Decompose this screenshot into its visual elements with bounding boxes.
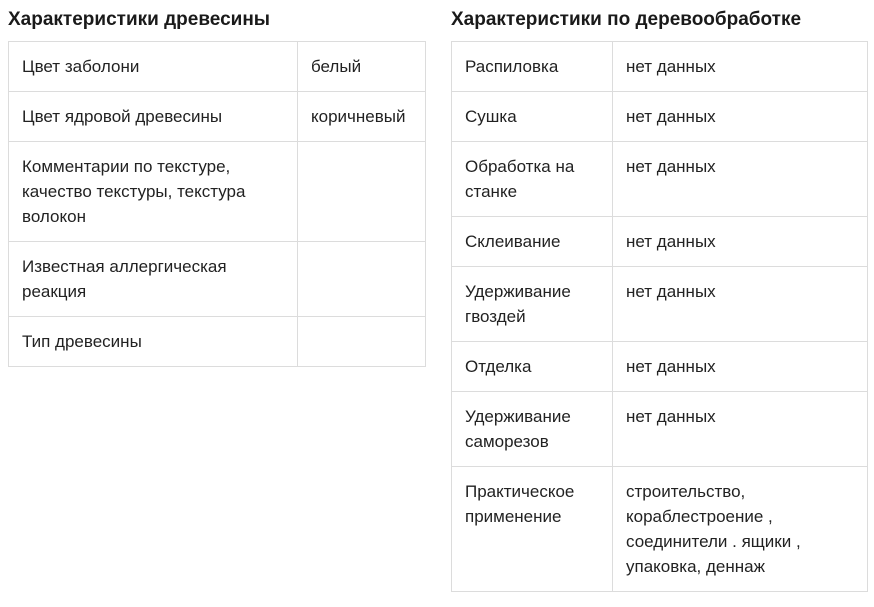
row-value: нет данных [613,217,868,267]
row-value: коричневый [298,92,426,142]
table-row [452,467,868,592]
table-row [452,267,868,342]
table-row [9,317,426,367]
row-value [298,317,426,367]
row-label: Практическое применение [452,467,613,592]
woodworking-characteristics-table [451,41,868,592]
row-value [298,142,426,242]
row-label: Склеивание [452,217,613,267]
table-row [9,242,426,317]
row-label: Распиловка [452,42,613,92]
woodworking-characteristics-title: Характеристики по деревообработке [451,9,802,30]
row-value: нет данных [613,92,868,142]
row-value: нет данных [613,267,868,342]
row-label: Известная аллергическая реакция [9,242,298,317]
row-label: Цвет заболони [9,42,298,92]
row-label: Сушка [452,92,613,142]
row-value: нет данных [613,342,868,392]
row-label: Тип древесины [9,317,298,367]
row-value: нет данных [613,42,868,92]
woodworking-characteristics-section [451,0,868,592]
row-label: Отделка [452,342,613,392]
table-row [452,217,868,267]
table-row [452,92,868,142]
table-row [9,142,426,242]
table-row [452,142,868,217]
table-row [452,42,868,92]
wood-characteristics-table [8,41,426,367]
row-value: белый [298,42,426,92]
row-value [298,242,426,317]
wood-characteristics-section [8,0,426,367]
row-label: Удерживание гвоздей [452,267,613,342]
row-label: Комментарии по текстуре, качество текстуры, текстура волокон [9,142,298,242]
table-row [452,392,868,467]
row-value: нет данных [613,142,868,217]
table-row [9,42,426,92]
table-row [452,342,868,392]
table-row [9,92,426,142]
row-label: Удерживание саморезов [452,392,613,467]
row-value: строительство, кораблестроение , соединители . ящики , упаковка, деннаж [613,467,868,592]
row-label: Обработка на станке [452,142,613,217]
row-label: Цвет ядровой древесины [9,92,298,142]
wood-characteristics-title: Характеристики древесины [8,9,271,30]
row-value: нет данных [613,392,868,467]
